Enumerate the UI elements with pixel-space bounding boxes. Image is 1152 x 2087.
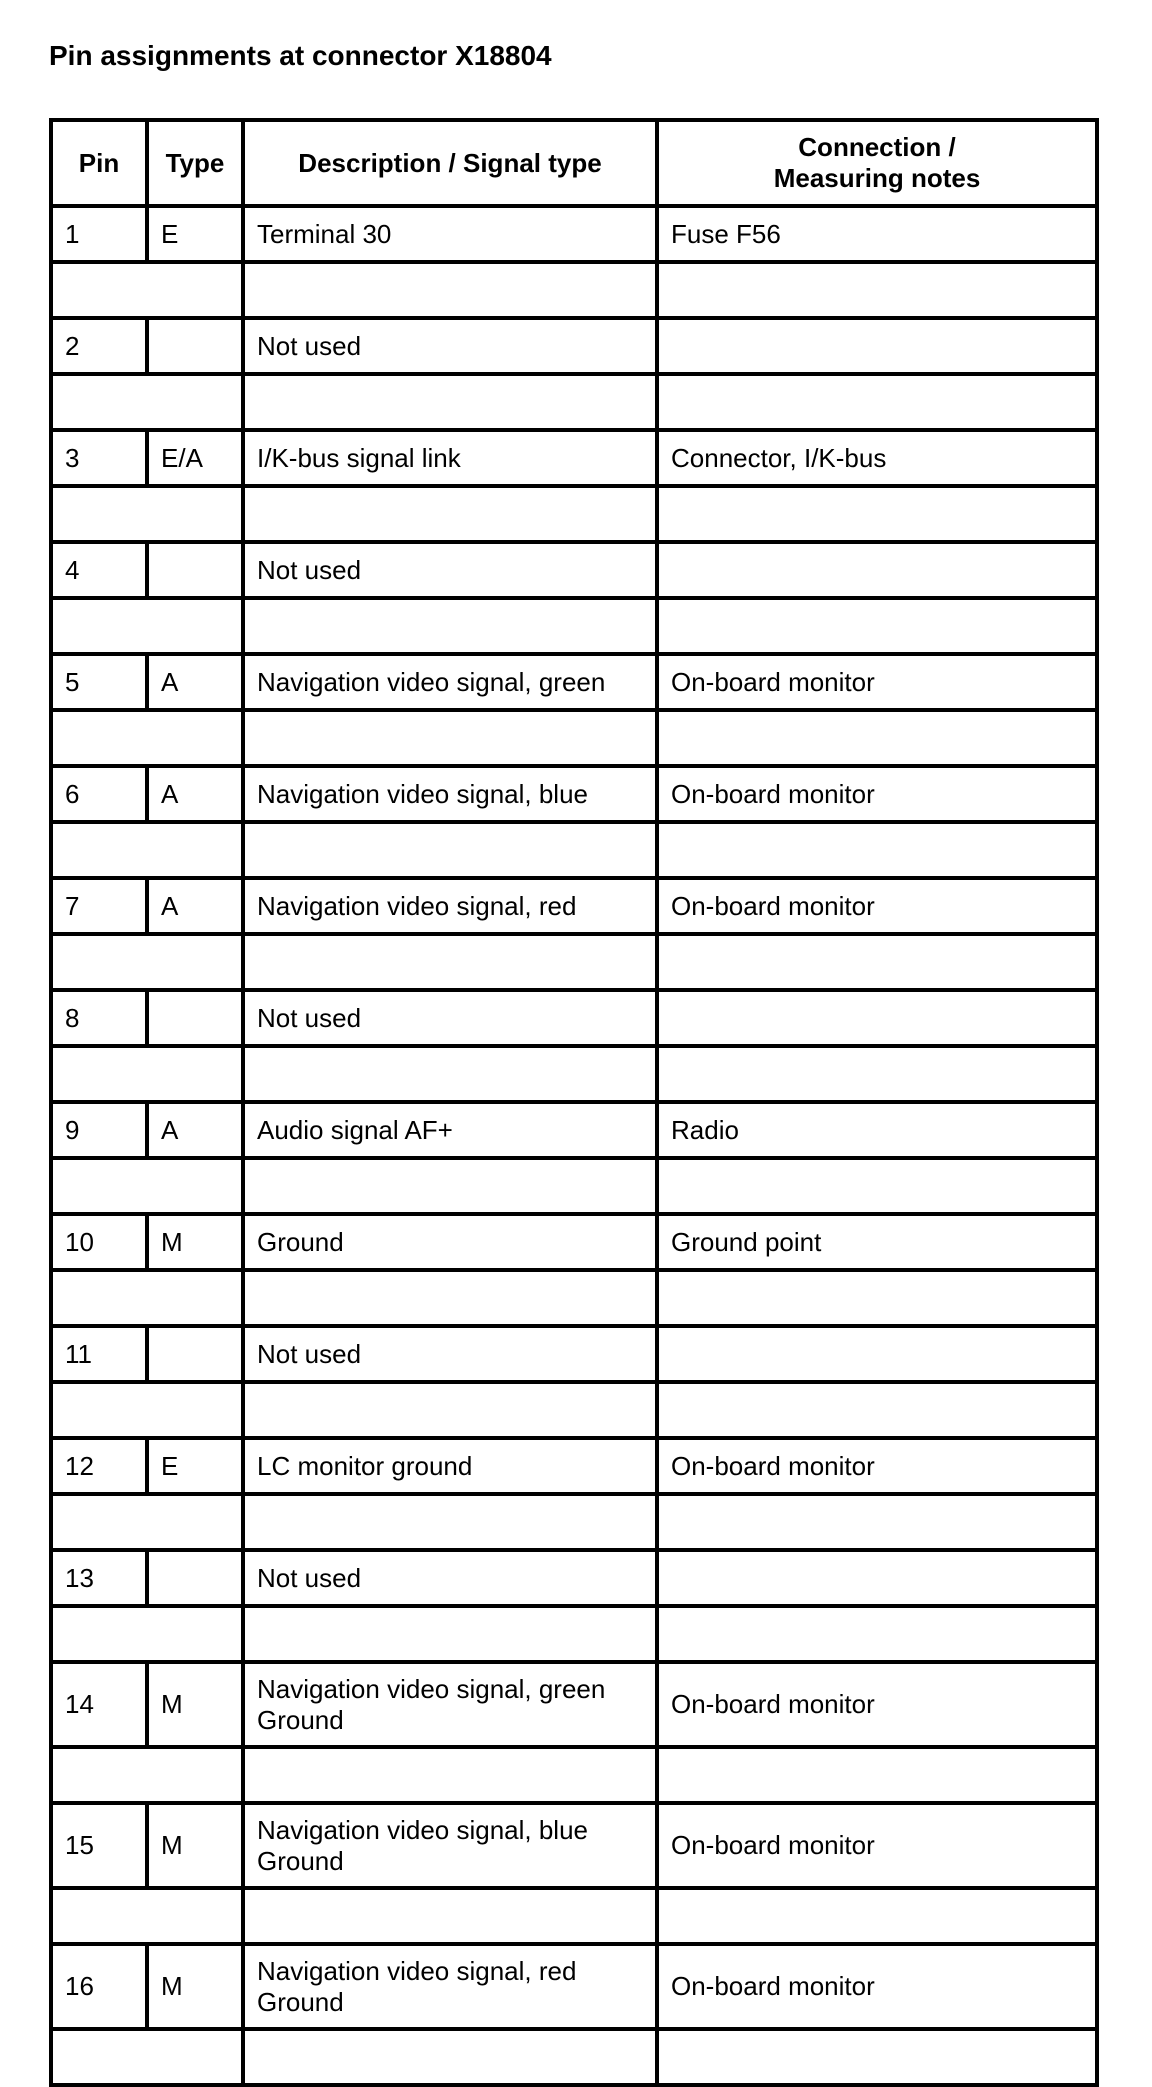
table-row — [51, 1944, 1097, 2029]
cell-connection: Connector, I/K-bus — [657, 430, 1097, 486]
cell-type — [147, 990, 243, 1046]
cell-type — [147, 1326, 243, 1382]
cell-pin: 8 — [51, 990, 147, 1046]
spacer-cell-connection — [657, 1494, 1097, 1550]
spacer-cell-description — [243, 1158, 657, 1214]
table-row — [51, 1214, 1097, 1270]
cell-pin: 16 — [51, 1944, 147, 2029]
cell-description: Navigation video signal, green — [243, 654, 657, 710]
spacer-cell-pin-type — [51, 1382, 243, 1438]
spacer-cell-connection — [657, 1888, 1097, 1944]
cell-pin: 2 — [51, 318, 147, 374]
cell-description: Navigation video signal, red Ground — [243, 1944, 657, 2029]
cell-type: E — [147, 1438, 243, 1494]
cell-description: Not used — [243, 1326, 657, 1382]
spacer-row — [51, 598, 1097, 654]
cell-pin: 1 — [51, 206, 147, 262]
cell-description: Navigation video signal, green Ground — [243, 1662, 657, 1747]
spacer-cell-connection — [657, 1382, 1097, 1438]
spacer-row — [51, 1382, 1097, 1438]
table-row — [51, 542, 1097, 598]
spacer-cell-connection — [657, 1270, 1097, 1326]
cell-description: Audio signal AF+ — [243, 1102, 657, 1158]
cell-description: I/K-bus signal link — [243, 430, 657, 486]
cell-description: Navigation video signal, blue — [243, 766, 657, 822]
spacer-cell-description — [243, 374, 657, 430]
cell-pin: 9 — [51, 1102, 147, 1158]
spacer-row — [51, 1888, 1097, 1944]
spacer-row — [51, 1606, 1097, 1662]
cell-pin: 5 — [51, 654, 147, 710]
header-connection: Connection / Measuring notes — [657, 120, 1097, 206]
table-row — [51, 654, 1097, 710]
cell-type: E/A — [147, 430, 243, 486]
table-row — [51, 318, 1097, 374]
cell-connection: Fuse F56 — [657, 206, 1097, 262]
table-row — [51, 1438, 1097, 1494]
header-description: Description / Signal type — [243, 120, 657, 206]
table-row — [51, 430, 1097, 486]
cell-connection — [657, 990, 1097, 1046]
spacer-cell-description — [243, 262, 657, 318]
cell-connection — [657, 1550, 1097, 1606]
spacer-row — [51, 1494, 1097, 1550]
page-title: Pin assignments at connector X18804 — [49, 40, 552, 71]
spacer-cell-pin-type — [51, 1270, 243, 1326]
spacer-cell-pin-type — [51, 934, 243, 990]
table-row — [51, 1326, 1097, 1382]
table-header-row — [51, 120, 1097, 206]
spacer-row — [51, 486, 1097, 542]
spacer-cell-connection — [657, 598, 1097, 654]
spacer-cell-pin-type — [51, 374, 243, 430]
spacer-row — [51, 1747, 1097, 1803]
spacer-cell-connection — [657, 822, 1097, 878]
spacer-cell-description — [243, 1494, 657, 1550]
spacer-cell-connection — [657, 934, 1097, 990]
spacer-row — [51, 1158, 1097, 1214]
cell-pin: 3 — [51, 430, 147, 486]
cell-type: M — [147, 1944, 243, 2029]
table-row — [51, 990, 1097, 1046]
cell-description: Navigation video signal, red — [243, 878, 657, 934]
cell-connection: On-board monitor — [657, 1662, 1097, 1747]
cell-type: M — [147, 1214, 243, 1270]
spacer-cell-connection — [657, 2029, 1097, 2085]
spacer-cell-connection — [657, 1747, 1097, 1803]
spacer-cell-pin-type — [51, 710, 243, 766]
spacer-cell-connection — [657, 1046, 1097, 1102]
spacer-cell-description — [243, 934, 657, 990]
cell-connection — [657, 1326, 1097, 1382]
spacer-row — [51, 934, 1097, 990]
spacer-cell-description — [243, 1046, 657, 1102]
cell-pin: 11 — [51, 1326, 147, 1382]
cell-pin: 13 — [51, 1550, 147, 1606]
cell-pin: 6 — [51, 766, 147, 822]
table-row — [51, 1102, 1097, 1158]
cell-type: A — [147, 766, 243, 822]
spacer-cell-connection — [657, 1158, 1097, 1214]
spacer-cell-pin-type — [51, 1606, 243, 1662]
spacer-row — [51, 710, 1097, 766]
cell-connection — [657, 318, 1097, 374]
cell-description: Not used — [243, 1550, 657, 1606]
spacer-cell-description — [243, 710, 657, 766]
cell-description: Ground — [243, 1214, 657, 1270]
cell-description: Terminal 30 — [243, 206, 657, 262]
cell-type: A — [147, 654, 243, 710]
cell-description: Not used — [243, 990, 657, 1046]
cell-pin: 12 — [51, 1438, 147, 1494]
cell-connection: On-board monitor — [657, 654, 1097, 710]
cell-connection: On-board monitor — [657, 878, 1097, 934]
cell-connection: On-board monitor — [657, 1438, 1097, 1494]
cell-pin: 10 — [51, 1214, 147, 1270]
table-body — [51, 206, 1097, 2085]
spacer-cell-pin-type — [51, 1494, 243, 1550]
cell-description: Navigation video signal, blue Ground — [243, 1803, 657, 1888]
spacer-cell-pin-type — [51, 1158, 243, 1214]
cell-description: Not used — [243, 542, 657, 598]
spacer-cell-connection — [657, 486, 1097, 542]
cell-connection: Radio — [657, 1102, 1097, 1158]
cell-connection — [657, 542, 1097, 598]
spacer-cell-pin-type — [51, 598, 243, 654]
header-type: Type — [147, 120, 243, 206]
table-row — [51, 878, 1097, 934]
spacer-cell-pin-type — [51, 1747, 243, 1803]
spacer-cell-description — [243, 2029, 657, 2085]
spacer-cell-description — [243, 1747, 657, 1803]
cell-type: M — [147, 1803, 243, 1888]
cell-pin: 14 — [51, 1662, 147, 1747]
cell-type — [147, 318, 243, 374]
spacer-row — [51, 262, 1097, 318]
spacer-cell-pin-type — [51, 1888, 243, 1944]
cell-type: M — [147, 1662, 243, 1747]
cell-type — [147, 542, 243, 598]
spacer-row — [51, 2029, 1097, 2085]
cell-type: E — [147, 206, 243, 262]
table-row — [51, 1662, 1097, 1747]
spacer-cell-pin-type — [51, 2029, 243, 2085]
pin-assignment-table — [49, 118, 1099, 2087]
cell-connection: On-board monitor — [657, 766, 1097, 822]
spacer-row — [51, 1046, 1097, 1102]
cell-connection: Ground point — [657, 1214, 1097, 1270]
spacer-cell-description — [243, 598, 657, 654]
cell-type — [147, 1550, 243, 1606]
spacer-row — [51, 822, 1097, 878]
cell-description: Not used — [243, 318, 657, 374]
spacer-row — [51, 374, 1097, 430]
spacer-cell-connection — [657, 374, 1097, 430]
cell-pin: 4 — [51, 542, 147, 598]
table-row — [51, 766, 1097, 822]
spacer-cell-description — [243, 1270, 657, 1326]
spacer-cell-description — [243, 822, 657, 878]
spacer-row — [51, 1270, 1097, 1326]
spacer-cell-pin-type — [51, 822, 243, 878]
spacer-cell-connection — [657, 262, 1097, 318]
spacer-cell-description — [243, 1382, 657, 1438]
header-pin: Pin — [51, 120, 147, 206]
cell-pin: 15 — [51, 1803, 147, 1888]
spacer-cell-pin-type — [51, 262, 243, 318]
table-row — [51, 1803, 1097, 1888]
cell-description: LC monitor ground — [243, 1438, 657, 1494]
spacer-cell-connection — [657, 1606, 1097, 1662]
cell-connection: On-board monitor — [657, 1944, 1097, 2029]
cell-type: A — [147, 878, 243, 934]
table-row — [51, 206, 1097, 262]
spacer-cell-description — [243, 486, 657, 542]
spacer-cell-pin-type — [51, 1046, 243, 1102]
table-row — [51, 1550, 1097, 1606]
spacer-cell-pin-type — [51, 486, 243, 542]
spacer-cell-description — [243, 1606, 657, 1662]
cell-connection: On-board monitor — [657, 1803, 1097, 1888]
cell-type: A — [147, 1102, 243, 1158]
spacer-cell-description — [243, 1888, 657, 1944]
cell-pin: 7 — [51, 878, 147, 934]
spacer-cell-connection — [657, 710, 1097, 766]
